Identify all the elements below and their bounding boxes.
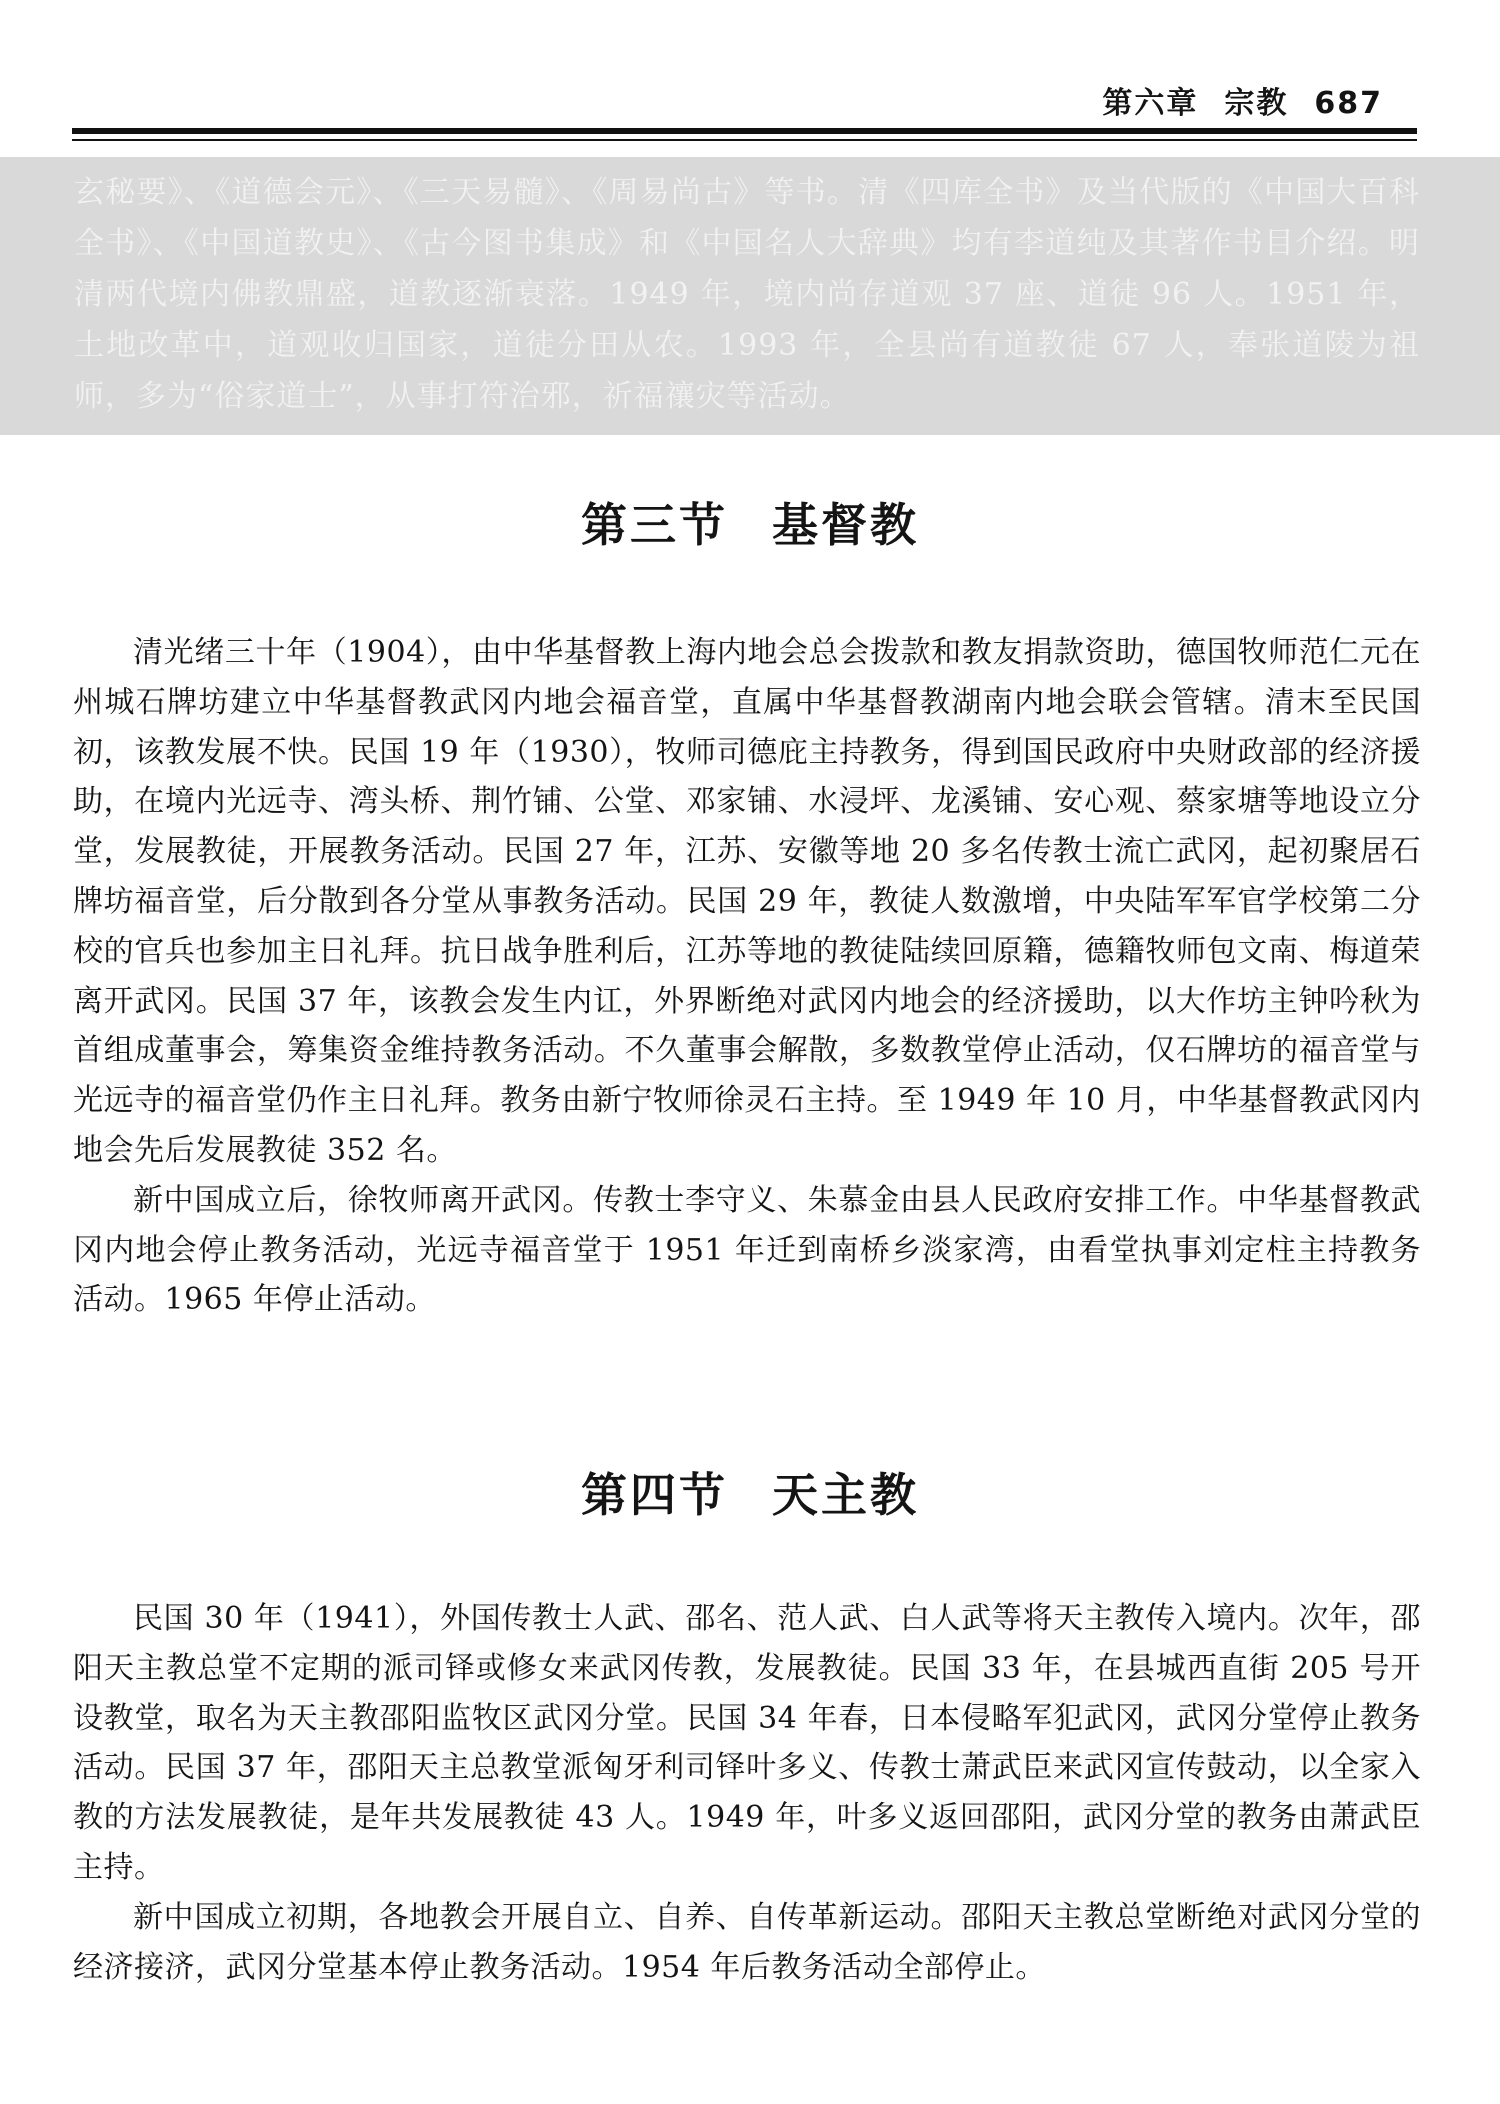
header-rule-thick — [72, 128, 1417, 134]
section-body-catholicism — [73, 1594, 1421, 1992]
section-name: 基督教 — [772, 498, 919, 552]
section-name: 天主教 — [772, 1468, 919, 1522]
section-number: 第四节 — [581, 1468, 728, 1522]
fragment-paragraph: 玄秘要》、《道德会元》、《三天易髓》、《周易尚古》等书。清《四库全书》及当代版的《中国大百科全书》、《中国道教史》、《古今图书集成》和《中国名人大辞典》均有李道纯及其著作书目介绍。明清两代境内佛教鼎盛，道教逐渐衰落。1949 年，境内尚存道观 37 座、道徒 96 人。1951 年，土地改革中，道观收归国家，道徒分田从农。1993 年，全县尚有道教徒 67 人，奉张道陵为祖师，多为“俗家道士”，从事打符治邪，祈福禳灾等活动。 — [74, 175, 1420, 414]
chapter-label: 第六章 — [1102, 86, 1199, 121]
paragraph: 清光绪三十年（1904），由中华基督教上海内地会总会拨款和教友捐款资助，德国牧师范仁元在州城石牌坊建立中华基督教武冈内地会福音堂，直属中华基督教湖南内地会联会管辖。清末至民国初，该教发展不快。民国 19 年（1930），牧师司德庇主持教务，得到国民政府中央财政部的经济援助，在境内光远寺、湾头桥、荆竹铺、公堂、邓家铺、水浸坪、龙溪铺、安心观、蔡家塘等地设立分堂，发展教徒，开展教务活动。民国 27 年，江苏、安徽等地 20 多名传教士流亡武冈，起初聚居石牌坊福音堂，后分散到各分堂从事教务活动。民国 29 年，教徒人数激增，中央陆军军官学校第二分校的官兵也参加主日礼拜。抗日战争胜利后，江苏等地的教徒陆续回原籍，德籍牧师包文南、梅道荣离开武冈。民国 37 年，该教会发生内讧，外界断绝对武冈内地会的经济援助，以大作坊主钟吟秋为首组成董事会，筹集资金维持教务活动。不久董事会解散，多数教堂停止活动，仅石牌坊的福音堂与光远寺的福音堂仍作主日礼拜。教务由新宁牧师徐灵石主持。至 1949 年 10 月，中华基督教武冈内地会先后发展教徒 352 名。 — [73, 635, 1421, 1168]
paragraph: 民国 30 年（1941），外国传教士人武、邵名、范人武、白人武等将天主教传入境内。次年，邵阳天主教总堂不定期的派司铎或修女来武冈传教，发展教徒。民国 33 年，在县城西直街 205 号开设教堂，取名为天主教邵阳监牧区武冈分堂。民国 34 年春，日本侵略军犯武冈，武冈分堂停止教务活动。民国 37 年，邵阳天主总教堂派匈牙利司铎叶多义、传教士萧武臣来武冈宣传鼓动，以全家入教的方法发展教徒，是年共发展教徒 43 人。1949 年，叶多义返回邵阳，武冈分堂的教务由萧武臣主持。 — [73, 1601, 1421, 1885]
running-header — [1102, 84, 1383, 124]
section-body-christianity — [73, 628, 1421, 1325]
paragraph: 新中国成立后，徐牧师离开武冈。传教士李守义、朱慕金由县人民政府安排工作。中华基督教武冈内地会停止教务活动，光远寺福音堂于 1951 年迁到南桥乡淡家湾，由看堂执事刘定柱主持教务活动。1965 年停止活动。 — [73, 1182, 1421, 1318]
page-number: 687 — [1314, 86, 1383, 121]
paragraph: 新中国成立初期，各地教会开展自立、自养、自传革新运动。邵阳天主教总堂断绝对武冈分堂的经济接济，武冈分堂基本停止教务活动。1954 年后教务活动全部停止。 — [73, 1899, 1421, 1985]
section-number: 第三节 — [581, 498, 728, 552]
topic-label: 宗教 — [1224, 86, 1289, 121]
section-title-christianity — [0, 495, 1500, 555]
section-title-catholicism — [0, 1465, 1500, 1525]
faded-top-fragment — [0, 157, 1500, 435]
header-rule-thin — [72, 139, 1417, 141]
